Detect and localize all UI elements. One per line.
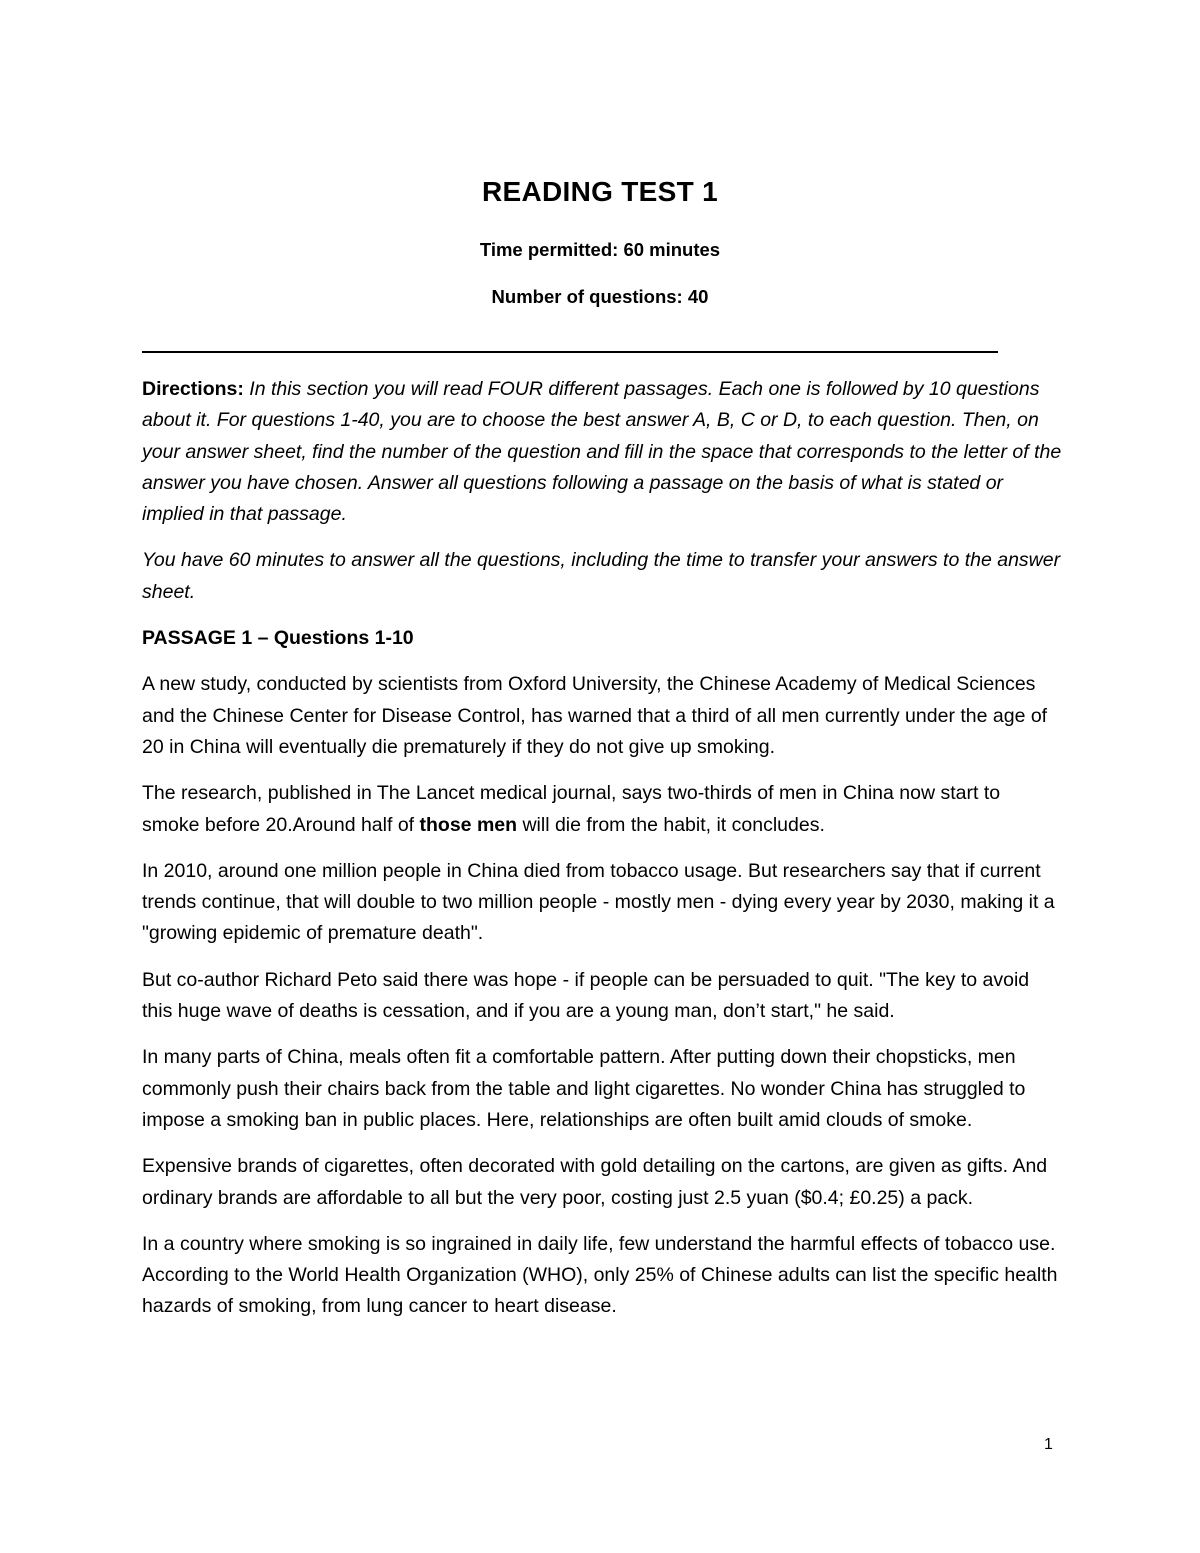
- time-note: [142, 545, 1062, 608]
- passage-paragraph-4: But co-author Richard Peto said there was hope - if people can be persuaded to quit. "The key to avoid this huge wave of deaths is cessation, and if you are a young man, don’t start," he said.: [142, 968, 1030, 1023]
- passage-paragraph-2: [142, 778, 1062, 841]
- directions-label: Directions:: [142, 378, 244, 400]
- document-body: [142, 374, 1062, 1338]
- passage-paragraph-7: In a country where smoking is so ingrained in daily life, few understand the harmful effects of tobacco use. According to the World Health Organization (WHO), only 25% of Chinese adults can list the specific health hazards of smoking, from lung cancer to heart disease.: [142, 1232, 1058, 1318]
- horizontal-divider: [142, 351, 998, 353]
- directions-text: In this section you will read FOUR different passages. Each one is followed by 10 questions about it. For questions 1-40, you are to choose the best answer A, B, C or D, to each question. Then, on your answer sheet, find the number of the question and fill in the space that corresponds to the letter of the answer you have chosen. Answer all questions following a passage on the basis of what is stated or implied in that passage.: [142, 378, 1062, 526]
- passage-paragraph-6: Expensive brands of cigarettes, often decorated with gold detailing on the cartons, are given as gifts. And ordinary brands are affordable to all but the very poor, costing just 2.5 yuan ($0.4; £0.25) a pack.: [142, 1155, 1048, 1209]
- passage-paragraph-3: In 2010, around one million people in China died from tobacco usage. But researchers say that if current trends continue, that will double to two million people - mostly men - dying every year by 2030, making it a "growing epidemic of premature death".: [142, 859, 1055, 945]
- passage-paragraph-1: A new study, conducted by scientists from Oxford University, the Chinese Academy of Medical Sciences and the Chinese Center for Disease Control, has warned that a third of all men currently under the age of 20 in China will eventually die prematurely if they do not give up smoking.: [142, 673, 1048, 758]
- paragraph-2-emphasis: those men: [419, 813, 518, 836]
- passage-heading: PASSAGE 1 – Questions 1-10: [142, 627, 414, 650]
- paragraph-2-text-end: will die from the habit, it concludes.: [517, 813, 825, 836]
- passage-paragraph-5: In many parts of China, meals often fit a comfortable pattern. After putting down their chopsticks, men commonly push their chairs back from the table and light cigarettes. No wonder China has struggled to impose a smoking ban in public places. Here, relationships are often built amid clouds of smoke.: [142, 1046, 1026, 1131]
- time-note-text: You have 60 minutes to answer all the questions, including the time to transfer your answers to the answer sheet.: [142, 549, 1061, 603]
- document-title: READING TEST 1: [481, 176, 718, 207]
- paragraph-2-text-start: The research, published in The Lancet medical journal, says two-thirds of men in China now start to smoke before 20.Around half of: [142, 782, 1001, 836]
- number-of-questions: Number of questions: 40: [491, 286, 709, 307]
- page-number: 1: [1044, 1436, 1053, 1453]
- time-permitted: Time permitted: 60 minutes: [479, 239, 721, 260]
- directions-paragraph: [142, 374, 1062, 530]
